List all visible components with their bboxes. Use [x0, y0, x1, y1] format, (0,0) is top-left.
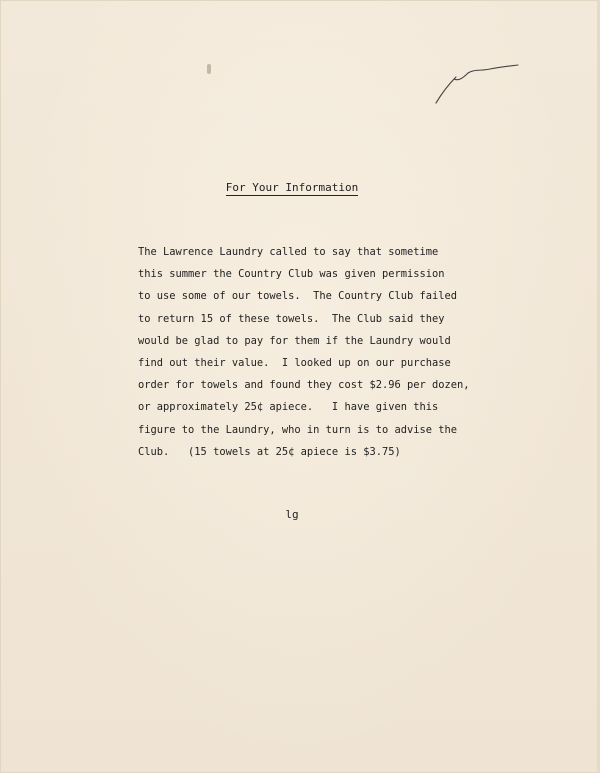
document-body [138, 244, 578, 466]
body-line: The Lawrence Laundry called to say that sometime [138, 246, 439, 258]
body-line: order for towels and found they cost $2.96 per dozen, [138, 379, 470, 392]
body-line: figure to the Laundry, who in turn is to advise the [138, 423, 458, 436]
body-line: to return 15 of these towels. The Club said they [138, 312, 445, 325]
body-line: would be glad to pay for them if the Laundry would [138, 334, 451, 347]
handwritten-mark-icon [430, 55, 530, 110]
body-line: Club. (15 towels at 25¢ apiece is $3.75) [138, 445, 401, 458]
body-line: or approximately 25¢ apiece. I have given this [138, 401, 439, 414]
body-line: find out their value. I looked up on our purchase [138, 356, 451, 369]
document-heading [0, 181, 584, 194]
paper-blemish [207, 64, 211, 74]
body-line: this summer the Country Club was given permission [138, 268, 445, 281]
typist-initials: lg [285, 508, 299, 521]
body-line: to use some of our towels. The Country Club failed [138, 290, 458, 303]
heading-text: For Your Information [225, 181, 359, 194]
